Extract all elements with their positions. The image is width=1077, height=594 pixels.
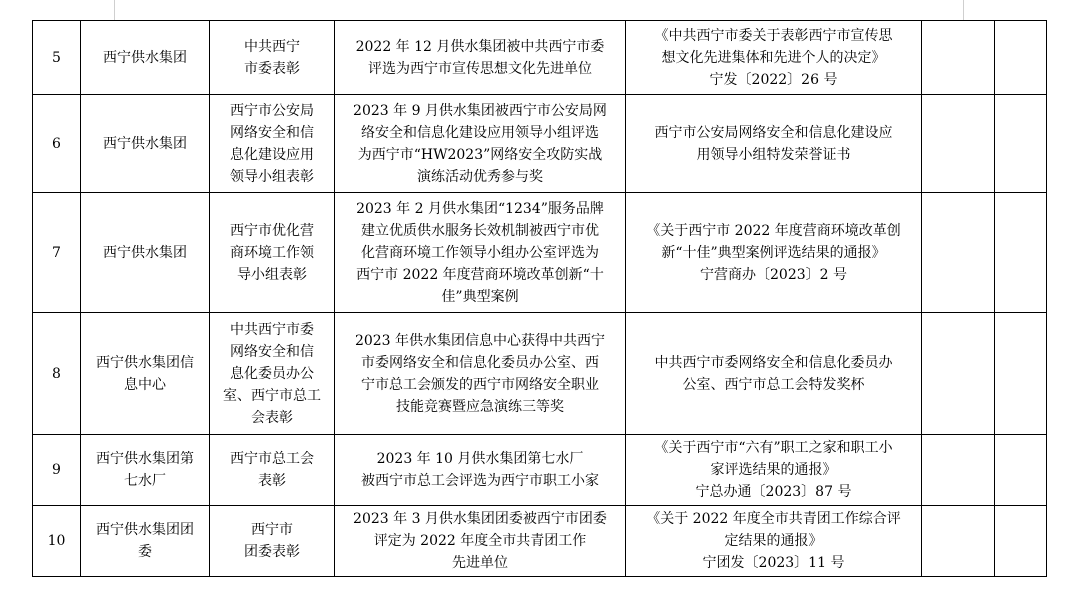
award-description-cell <box>335 193 626 313</box>
award-description-line: 评选为西宁市宣传思想文化先进单位 <box>368 60 592 77</box>
award-description-line: 宁市总工会颁发的西宁市网络安全职业 <box>361 376 599 393</box>
award-document-line: 用领导小组特发荣誉证书 <box>696 146 851 163</box>
awarded-unit-line: 西宁供水集团信 <box>96 354 194 371</box>
award-description-cell <box>335 21 626 95</box>
row-number-cell: 10 <box>33 506 81 577</box>
award-document-line: 宁营商办〔2023〕2 号 <box>700 266 847 283</box>
awarding-authority-cell <box>210 506 335 577</box>
award-document-line: 《中共西宁市委关于表彰西宁市宣传思 <box>654 27 893 44</box>
empty-cell <box>922 193 995 313</box>
awarding-authority-line: 网络安全和信 <box>230 124 314 141</box>
empty-cell <box>922 21 995 95</box>
award-document-line: 宁团发〔2023〕11 号 <box>702 555 845 571</box>
awarded-unit-cell <box>81 193 210 313</box>
awarding-authority-line: 西宁市总工会 <box>230 451 314 467</box>
award-description-line: 2023 年 3 月供水集团团委被西宁市团委 <box>353 511 607 527</box>
awarding-authority-line: 市委表彰 <box>244 60 300 77</box>
award-document-cell <box>626 95 922 193</box>
empty-cell <box>922 435 995 506</box>
award-description-line: 评定为 2022 年度全市共青团工作 <box>373 533 587 549</box>
award-description-line: 2023 年 9 月供水集团被西宁市公安局网 <box>353 102 607 119</box>
awarded-unit-cell <box>81 21 210 95</box>
award-document-line: 宁总办通〔2023〕87 号 <box>695 484 852 500</box>
awarded-unit-cell <box>81 506 210 577</box>
award-description-line: 西宁市 2022 年度营商环境改革创新“十 <box>356 266 604 283</box>
award-document-line: 公室、西宁市总工会特发奖杯 <box>682 376 865 393</box>
row-number-cell: 7 <box>33 193 81 313</box>
table-row <box>33 21 1047 95</box>
award-description-line: 佳”典型案例 <box>441 288 519 305</box>
page-margin-guide-right <box>963 0 964 21</box>
empty-cell <box>995 193 1047 313</box>
awarded-unit-line: 息中心 <box>124 376 166 393</box>
table-row <box>33 506 1047 577</box>
table-row <box>33 435 1047 506</box>
award-document-line: 家评选结果的通报》 <box>710 462 837 478</box>
awarded-unit-line: 西宁供水集团 <box>103 244 187 261</box>
award-document-cell <box>626 435 922 506</box>
empty-cell <box>922 95 995 193</box>
awarding-authority-line: 西宁市公安局 <box>230 102 314 119</box>
award-document-line: 《关于西宁市“六有”职工之家和职工小 <box>654 440 893 456</box>
award-document-cell <box>626 21 922 95</box>
awarding-authority-line: 表彰 <box>258 473 286 489</box>
award-description-line: 络安全和信息化建设应用领导小组评选 <box>361 124 599 141</box>
award-description-line: 市委网络安全和信息化委员办公室、西 <box>361 354 599 371</box>
empty-cell <box>922 506 995 577</box>
award-description-line: 为西宁市“HW2023”网络安全攻防实战 <box>357 146 603 163</box>
awarded-unit-line: 西宁供水集团团 <box>96 522 194 538</box>
awarding-authority-line: 息化委员办公 <box>230 365 314 382</box>
awarded-unit-cell <box>81 435 210 506</box>
award-description-line: 被西宁市总工会评选为西宁市职工小家 <box>361 473 599 489</box>
awarding-authority-line: 室、西宁市总工 <box>223 387 321 404</box>
award-document-line: 中共西宁市委网络安全和信息化委员办 <box>654 354 893 371</box>
awarding-authority-line: 会表彰 <box>251 409 293 426</box>
awarded-unit-line: 西宁供水集团 <box>103 49 187 66</box>
awarded-unit-line: 西宁供水集团 <box>103 135 187 152</box>
page-margin-guide-left <box>114 0 115 21</box>
awarding-authority-line: 中共西宁 <box>244 38 300 55</box>
awarding-authority-line: 西宁市优化营 <box>230 222 314 239</box>
award-description-cell <box>335 435 626 506</box>
awarding-authority-cell <box>210 193 335 313</box>
award-description-line: 2023 年 10 月供水集团第七水厂 <box>376 451 584 467</box>
award-document-line: 定结果的通报》 <box>724 533 823 549</box>
awarding-authority-line: 息化建设应用 <box>230 146 314 163</box>
award-document-cell <box>626 313 922 435</box>
awarding-authority-cell <box>210 313 335 435</box>
empty-cell <box>995 313 1047 435</box>
awarded-unit-cell <box>81 313 210 435</box>
row-number-cell: 8 <box>33 313 81 435</box>
award-description-cell <box>335 95 626 193</box>
awarding-authority-line: 领导小组表彰 <box>230 168 314 185</box>
row-number-cell: 6 <box>33 95 81 193</box>
empty-cell <box>995 506 1047 577</box>
awarding-authority-line: 网络安全和信 <box>230 343 314 360</box>
table-row <box>33 95 1047 193</box>
award-document-line: 《关于 2022 年度全市共青团工作综合评 <box>646 511 901 527</box>
awarding-authority-cell <box>210 95 335 193</box>
row-number-cell: 9 <box>33 435 81 506</box>
award-description-line: 建立优质供水服务长效机制被西宁市优 <box>361 222 599 239</box>
awarded-unit-cell <box>81 95 210 193</box>
empty-cell <box>995 435 1047 506</box>
awards-table <box>32 20 1047 577</box>
award-document-line: 宁发〔2022〕26 号 <box>709 71 838 88</box>
table-row <box>33 193 1047 313</box>
award-document-cell <box>626 506 922 577</box>
award-document-line: 西宁市公安局网络安全和信息化建设应 <box>654 124 893 141</box>
award-description-cell <box>335 506 626 577</box>
empty-cell <box>995 95 1047 193</box>
award-document-line: 《关于西宁市 2022 年度营商环境改革创 <box>646 222 901 239</box>
award-description-line: 先进单位 <box>452 555 508 571</box>
award-description-line: 2023 年 2 月供水集团“1234”服务品牌 <box>356 200 604 217</box>
award-document-line: 新“十佳”典型案例评选结果的通报》 <box>661 244 886 261</box>
awarding-authority-cell <box>210 21 335 95</box>
award-description-line: 技能竞赛暨应急演练三等奖 <box>396 398 564 415</box>
awarding-authority-line: 团委表彰 <box>244 544 300 560</box>
awarding-authority-line: 中共西宁市委 <box>230 321 314 338</box>
awarding-authority-line: 导小组表彰 <box>237 266 307 283</box>
award-description-line: 2023 年供水集团信息中心获得中共西宁 <box>354 332 606 349</box>
award-description-line: 2022 年 12 月供水集团被中共西宁市委 <box>355 38 605 55</box>
empty-cell <box>995 21 1047 95</box>
awarded-unit-line: 七水厂 <box>124 473 166 489</box>
awarded-unit-line: 委 <box>138 544 152 560</box>
award-description-line: 演练活动优秀参与奖 <box>417 168 543 185</box>
awarding-authority-line: 西宁市 <box>251 522 293 538</box>
award-document-cell <box>626 193 922 313</box>
table-row <box>33 313 1047 435</box>
awarding-authority-cell <box>210 435 335 506</box>
empty-cell <box>922 313 995 435</box>
awarding-authority-line: 商环境工作领 <box>230 244 314 261</box>
award-description-line: 化营商环境工作领导小组办公室评选为 <box>361 244 599 261</box>
award-document-line: 想文化先进集体和先进个人的决定》 <box>661 49 886 66</box>
awarded-unit-line: 西宁供水集团第 <box>96 451 194 467</box>
award-description-cell <box>335 313 626 435</box>
row-number-cell: 5 <box>33 21 81 95</box>
